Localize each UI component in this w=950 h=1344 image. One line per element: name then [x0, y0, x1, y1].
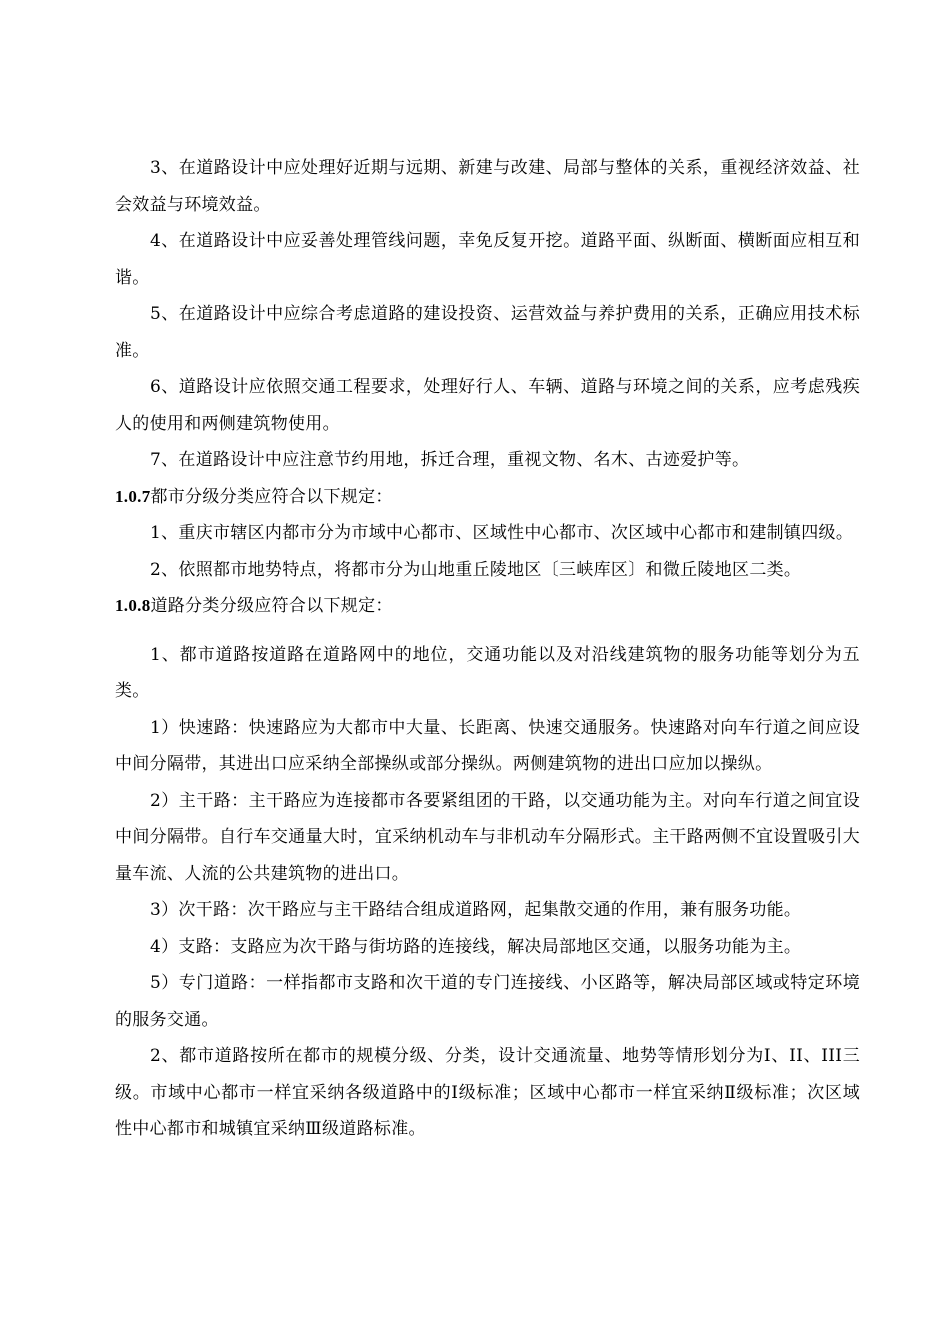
section-108-item-2: 2、都市道路按所在都市的规模分级、分类，设计交通流量、地势等情形划分为I、II、III三级。市域中心都市一样宜采纳各级道路中的Ⅰ级标准；区域中心都市一样宜采纳Ⅱ级标准；次区域性中心都市和城镇宜采纳Ⅲ级道路标准。 [115, 1046, 860, 1139]
section-107-item-2: 2、依照都市地势特点，将都市分为山地重丘陵地区〔三峡库区〕和微丘陵地区二类。 [150, 559, 802, 580]
paragraph-item-7: 7、在道路设计中应注意节约用地，拆迁合理，重视文物、名木、古迹爱护等。 [150, 450, 750, 470]
section-108-subitem-3: 3）次干路：次干路应与主干路结合组成道路网，起集散交通的作用，兼有服务功能。 [150, 900, 802, 920]
section-title: 都市分级分类应符合以下规定： [150, 486, 393, 507]
section-number: 1.0.8 [115, 596, 151, 615]
section-107-item-1: 1、重庆市辖区内都市分为市域中心都市、区域性中心都市、次区域中心都市和建制镇四级。 [150, 523, 854, 543]
section-108-subitem-1: 1）快速路：快速路应为大都市中大量、长距离、快速交通服务。快速路对向车行道之间应设中间分隔带，其进出口应采纳全部操纵或部分操纵。两侧建筑物的进出口应加以操纵。 [115, 717, 860, 774]
section-number: 1.0.7 [115, 486, 151, 506]
section-heading-1-0-8 [115, 588, 860, 625]
section-108-item-1: 1、都市道路按道路在道路网中的地位，交通功能以及对沿线建筑物的服务功能等划分为五类。 [115, 644, 860, 701]
paragraph-item-4: 4、在道路设计中应妥善处理管线问题，幸免反复开挖。道路平面、纵断面、横断面应相互和谐。 [115, 231, 860, 288]
document-page [115, 150, 860, 1148]
section-108-subitem-5: 5）专门道路：一样指都市支路和次干道的专门连接线、小区路等，解决局部区域或特定环境的服务交通。 [115, 973, 860, 1030]
section-title: 道路分类分级应符合以下规定： [150, 596, 393, 616]
section-heading-1-0-7 [115, 479, 860, 516]
paragraph-item-5: 5、在道路设计中应综合考虑道路的建设投资、运营效益与养护费用的关系，正确应用技术标准。 [115, 304, 860, 361]
section-108-subitem-4: 4）支路：支路应为次干路与街坊路的连接线，解决局部地区交通，以服务功能为主。 [150, 936, 802, 957]
paragraph-item-3: 3、在道路设计中应处理好近期与远期、新建与改建、局部与整体的关系，重视经济效益、社会效益与环境效益。 [115, 158, 860, 215]
paragraph-item-6: 6、道路设计应依照交通工程要求，处理好行人、车辆、道路与环境之间的关系，应考虑残疾人的使用和两侧建筑物使用。 [115, 377, 860, 434]
section-108-subitem-2: 2）主干路：主干路应为连接都市各要紧组团的干路，以交通功能为主。对向车行道之间宜设中间分隔带。自行车交通量大时，宜采纳机动车与非机动车分隔形式。主干路两侧不宜设置吸引大量车流、人流的公共建筑物的进出口。 [115, 790, 860, 884]
